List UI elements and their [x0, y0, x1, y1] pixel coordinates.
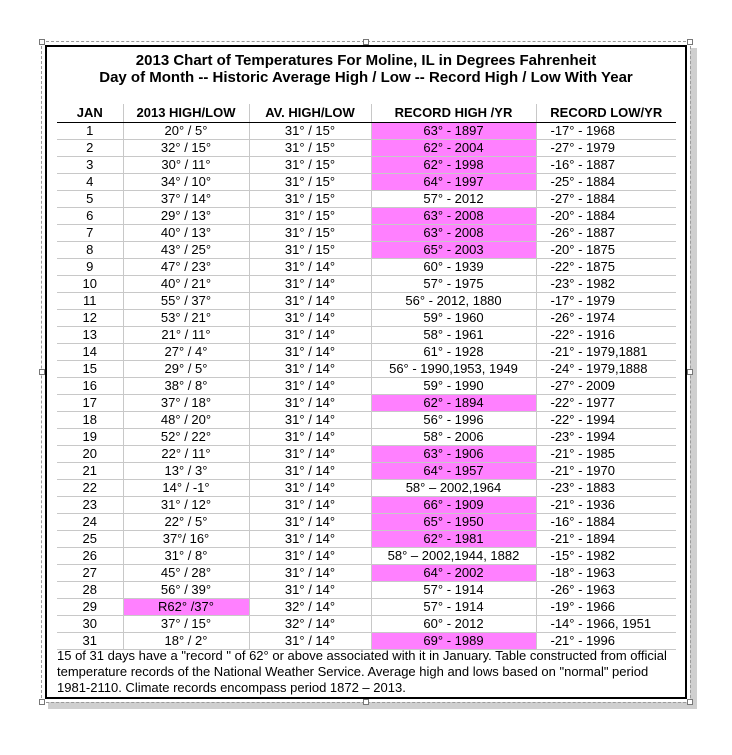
cell-day: 12 [57, 310, 123, 327]
cell-day: 18 [57, 412, 123, 429]
cell-average-high-low: 31° / 14° [249, 514, 371, 531]
cell-average-high-low: 31° / 15° [249, 123, 371, 140]
cell-record-high: 58° – 2002,1944, 1882 [371, 548, 536, 565]
cell-record-high: 59° - 1960 [371, 310, 536, 327]
cell-record-high: 60° - 2012 [371, 616, 536, 633]
cell-average-high-low: 32° / 14° [249, 599, 371, 616]
cell-average-high-low: 31° / 14° [249, 378, 371, 395]
cell-average-high-low: 31° / 15° [249, 242, 371, 259]
cell-record-low: -20° - 1884 [536, 208, 676, 225]
cell-2013-high-low: 40° / 13° [123, 225, 249, 242]
resize-handle-bottom-right[interactable] [687, 699, 693, 705]
cell-2013-high-low: 27° / 4° [123, 344, 249, 361]
cell-record-high: 66° - 1909 [371, 497, 536, 514]
cell-day: 21 [57, 463, 123, 480]
cell-2013-high-low: 43° / 25° [123, 242, 249, 259]
cell-average-high-low: 31° / 15° [249, 225, 371, 242]
cell-average-high-low: 31° / 14° [249, 446, 371, 463]
cell-record-high: 63° - 2008 [371, 208, 536, 225]
table-row [57, 395, 676, 412]
cell-record-low: -26° - 1887 [536, 225, 676, 242]
cell-day: 2 [57, 140, 123, 157]
cell-record-high: 57° - 1914 [371, 582, 536, 599]
cell-record-low: -16° - 1887 [536, 157, 676, 174]
cell-record-low: -25° - 1884 [536, 174, 676, 191]
cell-record-low: -21° - 1970 [536, 463, 676, 480]
cell-record-low: -22° - 1977 [536, 395, 676, 412]
table-row [57, 616, 676, 633]
cell-record-low: -27° - 1884 [536, 191, 676, 208]
cell-day: 15 [57, 361, 123, 378]
title-line-1: 2013 Chart of Temperatures For Moline, IL in Degrees Fahrenheit [135, 52, 597, 69]
table-row [57, 599, 676, 616]
cell-average-high-low: 31° / 15° [249, 208, 371, 225]
cell-average-high-low: 31° / 14° [249, 361, 371, 378]
cell-day: 6 [57, 208, 123, 225]
cell-record-high: 60° - 1939 [371, 259, 536, 276]
table-row [57, 191, 676, 208]
cell-record-low: -14° - 1966, 1951 [536, 616, 676, 633]
cell-record-high: 57° - 2012 [371, 191, 536, 208]
cell-2013-high-low: 22° / 11° [123, 446, 249, 463]
frame-shadow-right [690, 48, 697, 708]
cell-record-high: 69° - 1989 [371, 633, 536, 650]
cell-record-high: 62° - 1981 [371, 531, 536, 548]
cell-2013-high-low: 47° / 23° [123, 259, 249, 276]
header-average-high-low: AV. HIGH/LOW [249, 104, 371, 123]
table-row [57, 276, 676, 293]
cell-average-high-low: 31° / 14° [249, 582, 371, 599]
cell-day: 1 [57, 123, 123, 140]
cell-record-high: 64° - 1997 [371, 174, 536, 191]
title-line-2: Day of Month -- Historic Average High / Low -- Record High / Low With Year [99, 69, 633, 86]
cell-2013-high-low: 22° / 5° [123, 514, 249, 531]
cell-record-high: 63° - 1906 [371, 446, 536, 463]
cell-average-high-low: 31° / 14° [249, 531, 371, 548]
cell-2013-high-low: 37° / 18° [123, 395, 249, 412]
cell-record-high: 57° - 1975 [371, 276, 536, 293]
cell-day: 25 [57, 531, 123, 548]
cell-record-high: 58° – 2002,1964 [371, 480, 536, 497]
cell-2013-high-low: 21° / 11° [123, 327, 249, 344]
cell-day: 5 [57, 191, 123, 208]
cell-day: 26 [57, 548, 123, 565]
cell-average-high-low: 31° / 14° [249, 412, 371, 429]
cell-average-high-low: 32° / 14° [249, 616, 371, 633]
cell-record-low: -26° - 1963 [536, 582, 676, 599]
temperature-table [57, 104, 676, 650]
cell-record-low: -21° - 1894 [536, 531, 676, 548]
footnote: 15 of 31 days have a "record " of 62° or above associated with it in January. Table constructed from official temperature records of the National Weather Service. Average high and lows based on "normal" period 1981-2110. Climate records encompass period 1872 – 2013. [57, 648, 667, 695]
cell-average-high-low: 31° / 14° [249, 633, 371, 650]
cell-day: 28 [57, 582, 123, 599]
cell-record-high: 58° - 1961 [371, 327, 536, 344]
cell-day: 13 [57, 327, 123, 344]
resize-handle-top-right[interactable] [687, 39, 693, 45]
cell-record-low: -16° - 1884 [536, 514, 676, 531]
cell-average-high-low: 31° / 14° [249, 463, 371, 480]
cell-day: 14 [57, 344, 123, 361]
cell-record-low: -27° - 2009 [536, 378, 676, 395]
cell-record-low: -20° - 1875 [536, 242, 676, 259]
cell-2013-high-low: 14° / -1° [123, 480, 249, 497]
cell-day: 16 [57, 378, 123, 395]
cell-2013-high-low: 34° / 10° [123, 174, 249, 191]
cell-day: 7 [57, 225, 123, 242]
cell-day: 17 [57, 395, 123, 412]
cell-record-high: 62° - 1894 [371, 395, 536, 412]
cell-record-low: -15° - 1982 [536, 548, 676, 565]
cell-record-high: 63° - 1897 [371, 123, 536, 140]
cell-record-low: -18° - 1963 [536, 565, 676, 582]
cell-record-low: -22° - 1916 [536, 327, 676, 344]
table-row [57, 157, 676, 174]
cell-day: 31 [57, 633, 123, 650]
cell-record-low: -21° - 1996 [536, 633, 676, 650]
cell-2013-high-low: 37° / 15° [123, 616, 249, 633]
table-row [57, 633, 676, 650]
cell-record-high: 62° - 1998 [371, 157, 536, 174]
cell-average-high-low: 31° / 14° [249, 480, 371, 497]
table-row [57, 361, 676, 378]
cell-2013-high-low: 37° / 14° [123, 191, 249, 208]
resize-handle-bottom[interactable] [363, 699, 369, 705]
cell-2013-high-low: R62° /37° [123, 599, 249, 616]
table-row [57, 548, 676, 565]
table-row [57, 429, 676, 446]
table-row [57, 174, 676, 191]
table-row [57, 208, 676, 225]
cell-day: 19 [57, 429, 123, 446]
cell-record-high: 56° - 1996 [371, 412, 536, 429]
cell-record-low: -21° - 1979,1881 [536, 344, 676, 361]
cell-2013-high-low: 29° / 5° [123, 361, 249, 378]
table-row [57, 412, 676, 429]
cell-average-high-low: 31° / 14° [249, 344, 371, 361]
cell-average-high-low: 31° / 14° [249, 293, 371, 310]
table-row [57, 378, 676, 395]
cell-record-low: -23° - 1982 [536, 276, 676, 293]
table-header-row [57, 104, 676, 123]
table-row [57, 463, 676, 480]
cell-day: 3 [57, 157, 123, 174]
table-row [57, 480, 676, 497]
cell-2013-high-low: 40° / 21° [123, 276, 249, 293]
cell-day: 20 [57, 446, 123, 463]
cell-average-high-low: 31° / 14° [249, 395, 371, 412]
header-record-low: RECORD LOW/YR [536, 104, 676, 123]
cell-record-low: -17° - 1979 [536, 293, 676, 310]
cell-2013-high-low: 55° / 37° [123, 293, 249, 310]
cell-day: 22 [57, 480, 123, 497]
cell-2013-high-low: 48° / 20° [123, 412, 249, 429]
cell-average-high-low: 31° / 15° [249, 174, 371, 191]
cell-2013-high-low: 45° / 28° [123, 565, 249, 582]
cell-record-high: 57° - 1914 [371, 599, 536, 616]
cell-day: 27 [57, 565, 123, 582]
cell-average-high-low: 31° / 14° [249, 548, 371, 565]
cell-average-high-low: 31° / 14° [249, 327, 371, 344]
cell-day: 24 [57, 514, 123, 531]
cell-2013-high-low: 53° / 21° [123, 310, 249, 327]
cell-record-high: 64° - 2002 [371, 565, 536, 582]
cell-record-high: 56° - 1990,1953, 1949 [371, 361, 536, 378]
cell-2013-high-low: 32° / 15° [123, 140, 249, 157]
cell-record-high: 65° - 2003 [371, 242, 536, 259]
cell-record-low: -27° - 1979 [536, 140, 676, 157]
cell-record-high: 61° - 1928 [371, 344, 536, 361]
cell-record-low: -21° - 1985 [536, 446, 676, 463]
cell-record-high: 64° - 1957 [371, 463, 536, 480]
cell-average-high-low: 31° / 14° [249, 497, 371, 514]
cell-record-high: 56° - 2012, 1880 [371, 293, 536, 310]
table-row [57, 293, 676, 310]
cell-average-high-low: 31° / 15° [249, 191, 371, 208]
header-day: JAN [57, 104, 123, 123]
cell-day: 11 [57, 293, 123, 310]
cell-2013-high-low: 31° / 8° [123, 548, 249, 565]
cell-2013-high-low: 18° / 2° [123, 633, 249, 650]
cell-2013-high-low: 30° / 11° [123, 157, 249, 174]
cell-record-low: -23° - 1883 [536, 480, 676, 497]
cell-record-low: -24° - 1979,1888 [536, 361, 676, 378]
resize-handle-bottom-left[interactable] [39, 699, 45, 705]
cell-average-high-low: 31° / 14° [249, 259, 371, 276]
table-row [57, 344, 676, 361]
cell-day: 23 [57, 497, 123, 514]
cell-2013-high-low: 20° / 5° [123, 123, 249, 140]
table-row [57, 123, 676, 140]
cell-day: 8 [57, 242, 123, 259]
table-row [57, 225, 676, 242]
cell-day: 10 [57, 276, 123, 293]
cell-day: 9 [57, 259, 123, 276]
cell-2013-high-low: 52° / 22° [123, 429, 249, 446]
cell-record-high: 59° - 1990 [371, 378, 536, 395]
cell-record-low: -26° - 1974 [536, 310, 676, 327]
cell-record-high: 58° - 2006 [371, 429, 536, 446]
header-record-high: RECORD HIGH /YR [371, 104, 536, 123]
header-2013-high-low: 2013 HIGH/LOW [123, 104, 249, 123]
frame-shadow-bottom [48, 702, 697, 709]
cell-2013-high-low: 56° / 39° [123, 582, 249, 599]
table-row [57, 327, 676, 344]
cell-record-low: -22° - 1994 [536, 412, 676, 429]
cell-record-low: -23° - 1994 [536, 429, 676, 446]
cell-2013-high-low: 13° / 3° [123, 463, 249, 480]
cell-record-high: 62° - 2004 [371, 140, 536, 157]
cell-day: 30 [57, 616, 123, 633]
cell-average-high-low: 31° / 14° [249, 310, 371, 327]
table-row [57, 582, 676, 599]
table-row [57, 259, 676, 276]
temperature-chart-document [45, 45, 687, 699]
table-row [57, 140, 676, 157]
table-row [57, 531, 676, 548]
resize-handle-right[interactable] [687, 369, 693, 375]
cell-average-high-low: 31° / 14° [249, 565, 371, 582]
table-row [57, 514, 676, 531]
table-row [57, 497, 676, 514]
cell-2013-high-low: 38° / 8° [123, 378, 249, 395]
cell-average-high-low: 31° / 14° [249, 429, 371, 446]
cell-record-high: 65° - 1950 [371, 514, 536, 531]
table-row [57, 310, 676, 327]
table-row [57, 446, 676, 463]
cell-record-high: 63° - 2008 [371, 225, 536, 242]
cell-2013-high-low: 29° / 13° [123, 208, 249, 225]
cell-2013-high-low: 31° / 12° [123, 497, 249, 514]
table-row [57, 242, 676, 259]
cell-average-high-low: 31° / 15° [249, 157, 371, 174]
cell-record-low: -17° - 1968 [536, 123, 676, 140]
cell-day: 29 [57, 599, 123, 616]
cell-record-low: -21° - 1936 [536, 497, 676, 514]
cell-average-high-low: 31° / 15° [249, 140, 371, 157]
cell-day: 4 [57, 174, 123, 191]
cell-record-low: -19° - 1966 [536, 599, 676, 616]
cell-2013-high-low: 37°/ 16° [123, 531, 249, 548]
cell-record-low: -22° - 1875 [536, 259, 676, 276]
table-row [57, 565, 676, 582]
cell-average-high-low: 31° / 14° [249, 276, 371, 293]
